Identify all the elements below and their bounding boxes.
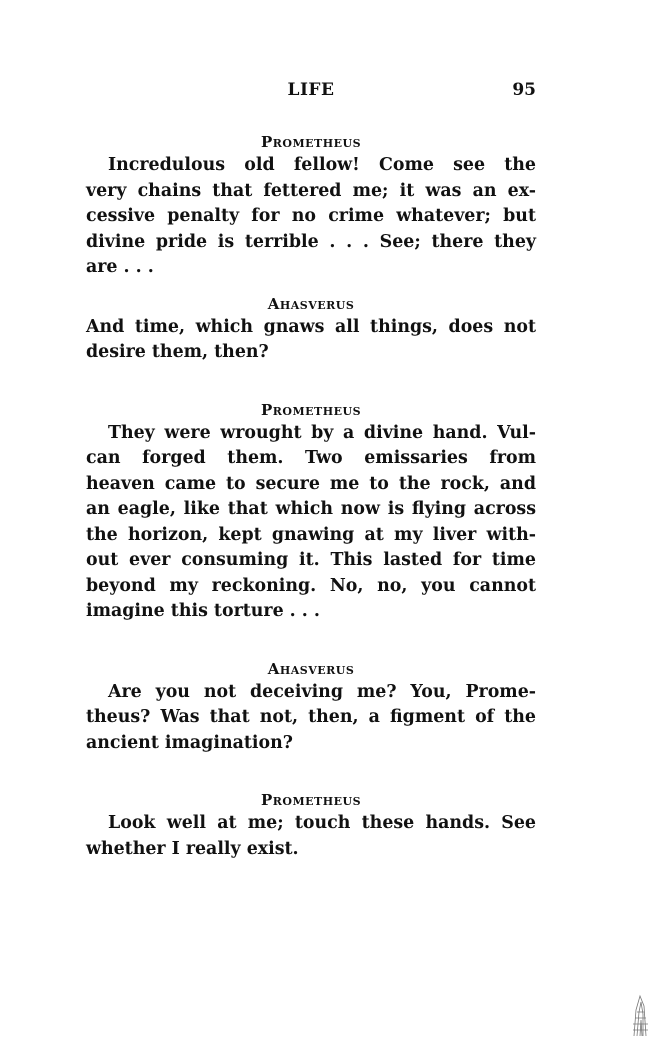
text-line: Are you not deceiving me? You, Prome- [108, 681, 536, 702]
text-line: very chains that fettered me; it was an ex- [86, 180, 536, 201]
text-line: beyond my reckoning. No, no, you cannot [86, 575, 536, 596]
text-line: theus? Was that not, then, a figment of the [86, 707, 536, 727]
text-line: Look well at me; touch these hands. See [108, 813, 536, 833]
text-line: imagine this torture . . . [86, 601, 320, 621]
speaker-name: Prometheus [260, 133, 362, 151]
speech-paragraph [86, 811, 536, 862]
text-line: Incredulous old fellow! Come see the [108, 155, 536, 175]
text-line: an eagle, like that which now is flying across [86, 499, 536, 519]
speaker-name: Prometheus [260, 400, 362, 419]
text-line: cessive penalty for no crime whatever; but [86, 206, 536, 226]
page-edge-smudge [630, 990, 652, 1038]
text-line: ancient imagination? [86, 732, 293, 753]
speaker-name: Prometheus [260, 791, 362, 809]
page-number: 95 [512, 80, 536, 100]
text-line: heaven came to secure me to the rock, and [86, 473, 536, 494]
speech-paragraph [86, 680, 536, 757]
speech-paragraph [86, 315, 536, 366]
dialogue-text [86, 133, 536, 862]
text-line: out ever consuming it. This lasted for time [86, 550, 536, 570]
speech-paragraph [86, 153, 536, 281]
running-head [86, 80, 536, 104]
text-line: the horizon, kept gnawing at my liver with- [86, 524, 536, 545]
text-line: They were wrought by a divine hand. Vul- [108, 422, 536, 443]
text-line: And time, which gnaws all things, does not [86, 316, 536, 337]
text-line: whether I really exist. [86, 838, 299, 859]
text-line: can forged them. Two emissaries from [86, 448, 536, 468]
text-line: divine pride is terrible . . . See; there they [86, 231, 536, 252]
running-title: LIFE [287, 80, 335, 100]
speaker-name: Ahasverus [267, 659, 355, 678]
speaker-name: Ahasverus [267, 294, 355, 313]
text-line: are . . . [86, 257, 154, 277]
speech-paragraph [86, 421, 536, 625]
text-line: desire them, then? [86, 342, 269, 362]
